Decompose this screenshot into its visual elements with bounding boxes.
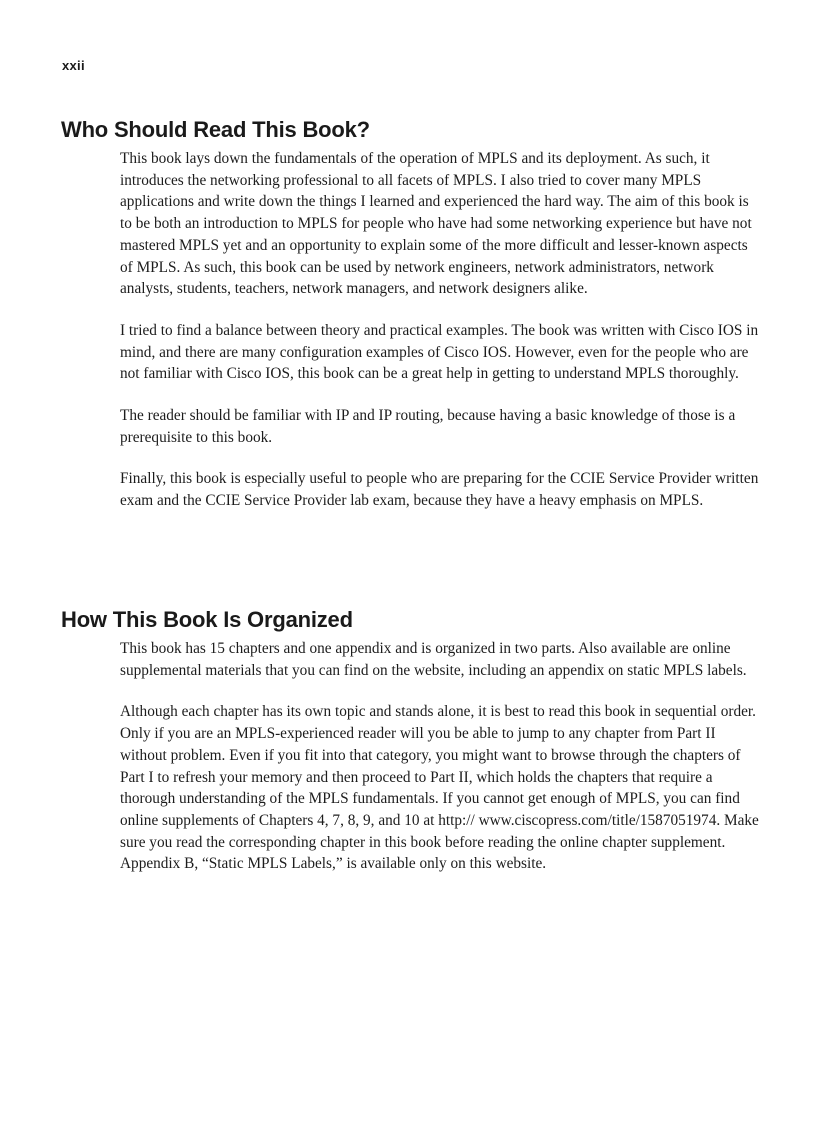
- section-how-organized: [0, 606, 816, 875]
- section-body: [120, 148, 760, 512]
- paragraph: I tried to find a balance between theory and practical examples. The book was written with Cisco IOS in mind, and there are many configuration examples of Cisco IOS. However, even for the people who are not familiar with Cisco IOS, this book can be a great help in getting to understand MPLS thoroughly.: [120, 321, 759, 383]
- section-heading: How This Book Is Organized: [61, 607, 353, 632]
- paragraph: Finally, this book is especially useful to people who are preparing for the CCIE Service Provider written exam and the CCIE Service Provider lab exam, because they have a heavy emphasis on MPLS.: [120, 470, 759, 510]
- page-number: xxii: [62, 58, 85, 73]
- paragraph: The reader should be familiar with IP and IP routing, because having a basic knowledge of those is a prerequisite to this book.: [120, 407, 736, 446]
- paragraph: This book has 15 chapters and one appendix and is organized in two parts. Also available are online supplemental materials that you can find on the website, including an appendix on static MPLS labels.: [120, 640, 747, 679]
- section-who-should-read: [0, 116, 816, 512]
- paragraph: Although each chapter has its own topic and stands alone, it is best to read this book in sequential order. Only if you are an MPLS-experienced reader will you be able to jump to any chapter from Part II without problem. Even if you fit into that category, you might want to browse through the chapters of Part I to refresh your memory and then proceed to Part II, which holds the chapters that require a thorough understanding of the MPLS fundamentals. If you cannot get enough of MPLS, you can find online supplements of Chapters 4, 7, 8, 9, and 10 at http:// www.ciscopress.com/title/1587051974. Make sure you read the corresponding chapter in this book before reading the online chapter supplement. Appendix B, “Static MPLS Labels,” is available only on this website.: [120, 703, 759, 873]
- section-heading: Who Should Read This Book?: [61, 117, 370, 142]
- section-body: [120, 638, 760, 875]
- paragraph: This book lays down the fundamentals of the operation of MPLS and its deployment. As such, it introduces the networking professional to all facets of MPLS. I also tried to cover many MPLS applications and write down the things I learned and experienced the hard way. The aim of this book is to be both an introduction to MPLS for people who have had some networking experience but have not mastered MPLS yet and an opportunity to explain some of the more difficult and lesser-known aspects of MPLS. As such, this book can be used by network engineers, network administrators, network analysts, students, teachers, network managers, and network designers alike.: [120, 150, 752, 298]
